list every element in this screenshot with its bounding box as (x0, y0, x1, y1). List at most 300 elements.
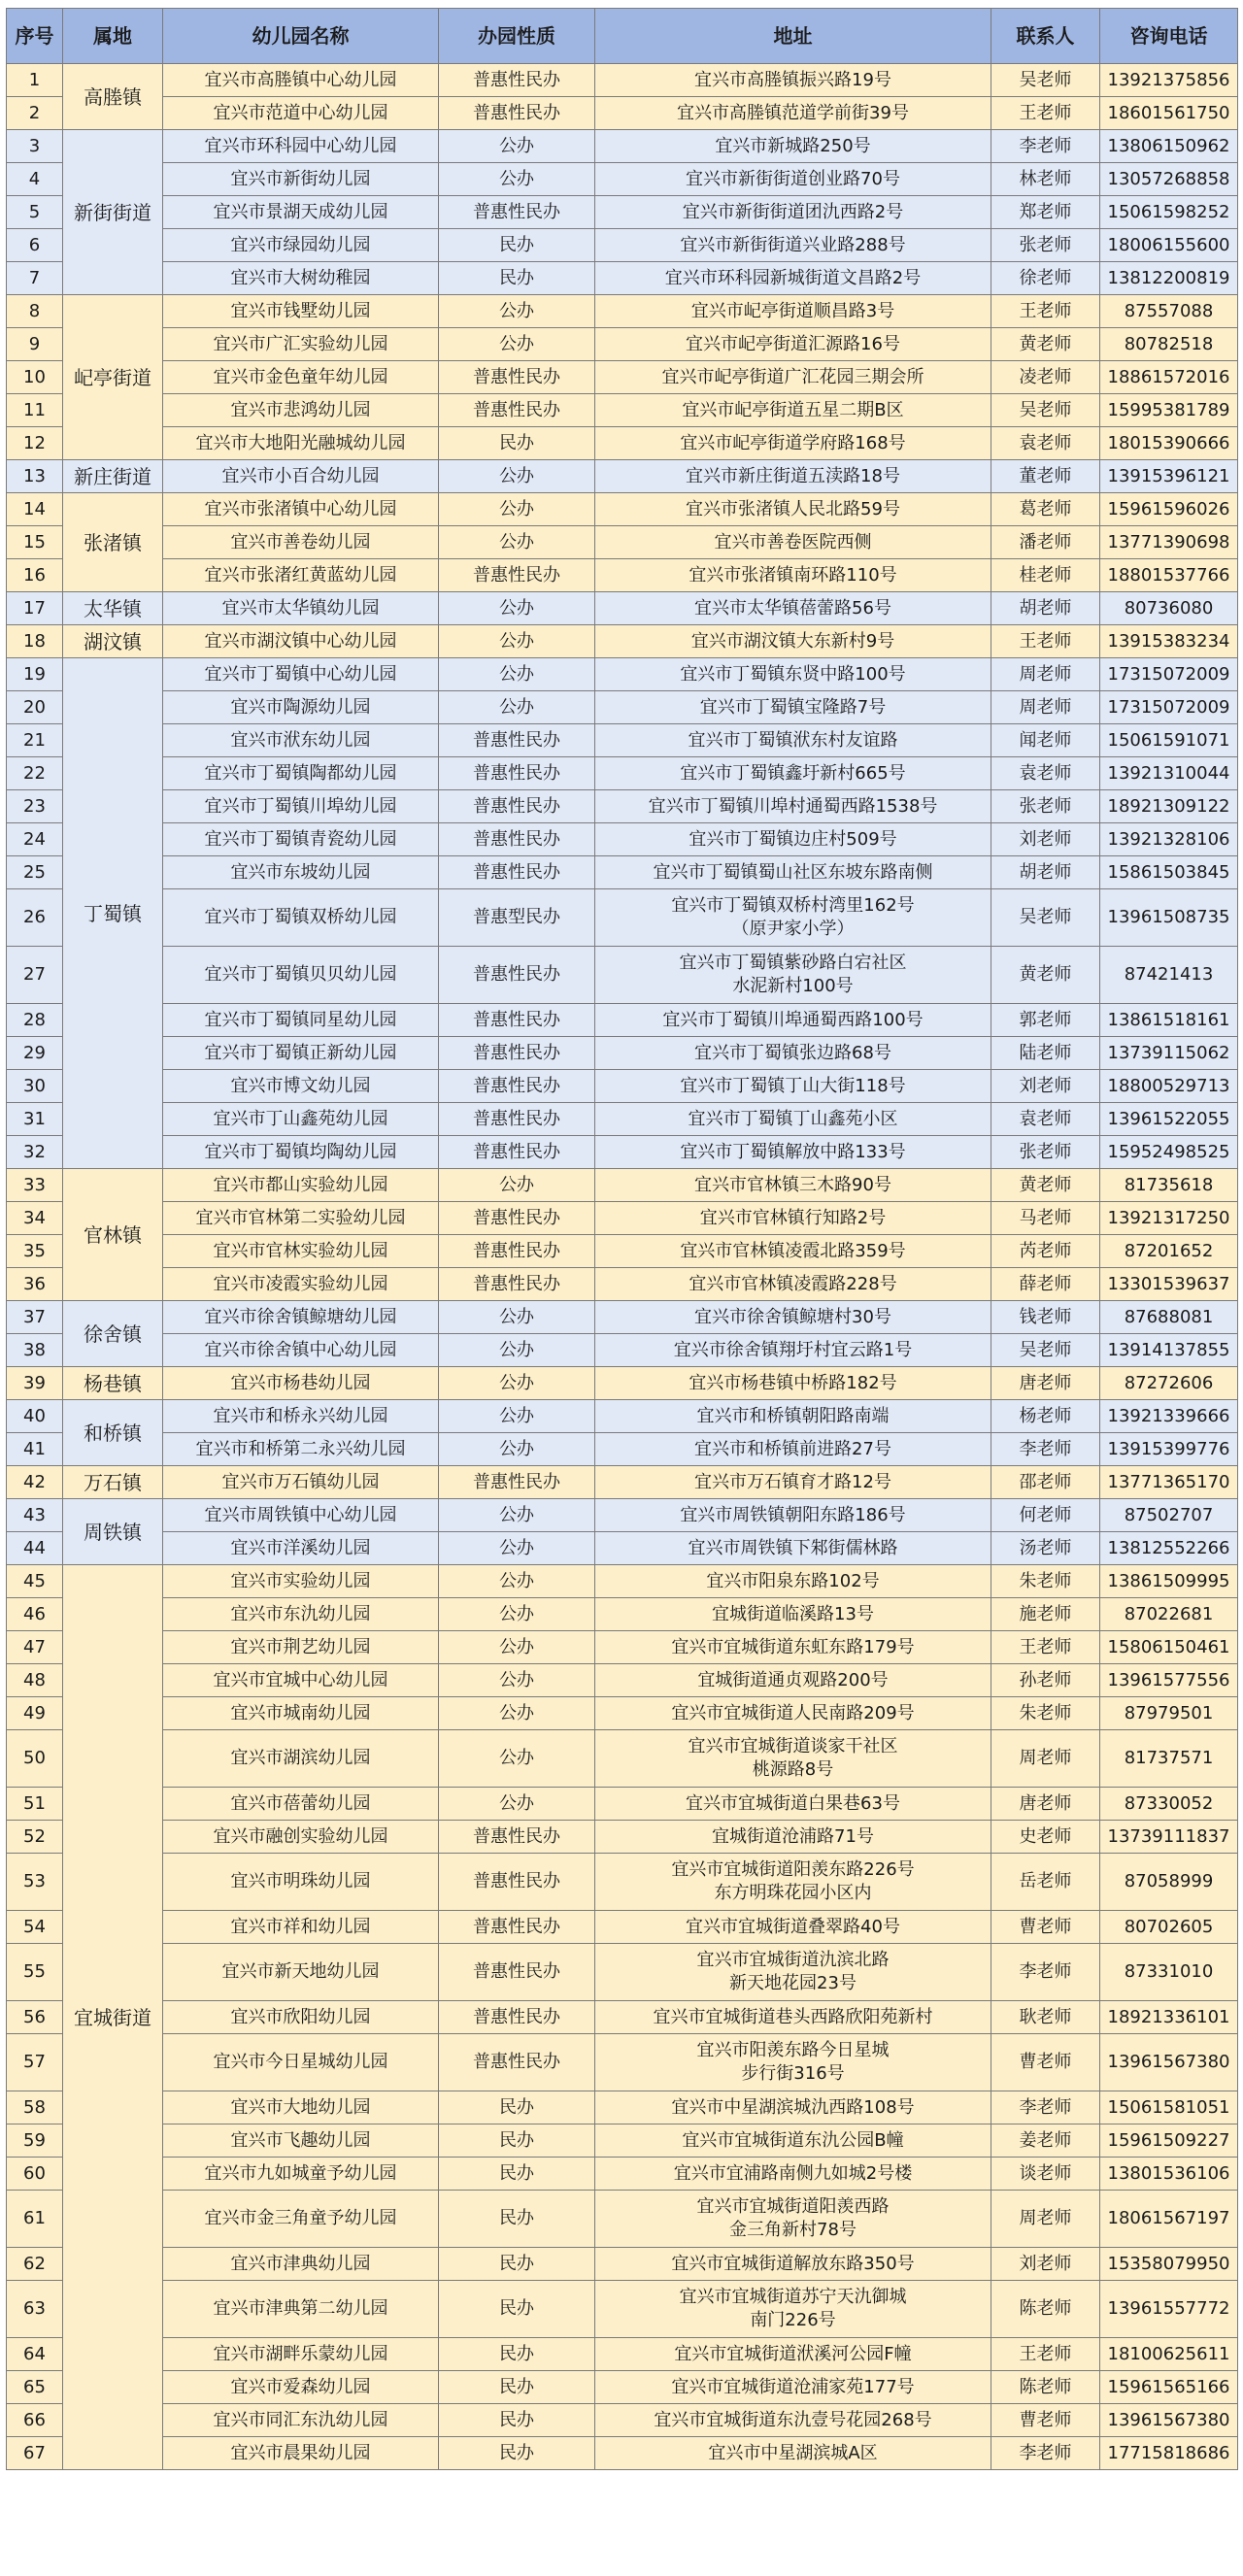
cell-contact: 董老师 (991, 460, 1100, 493)
table-row (7, 328, 1238, 361)
table-row (7, 2001, 1238, 2034)
cell-index: 22 (7, 757, 63, 790)
cell-address: 宜兴市丁蜀镇洑东村友谊路 (595, 724, 991, 757)
cell-type: 公办 (439, 460, 595, 493)
cell-name: 宜兴市新街幼儿园 (163, 163, 439, 196)
cell-type: 普惠性民办 (439, 1944, 595, 2001)
cell-contact: 陈老师 (991, 2371, 1100, 2404)
cell-index: 40 (7, 1400, 63, 1433)
cell-contact: 王老师 (991, 2338, 1100, 2371)
cell-name: 宜兴市同汇东氿幼儿园 (163, 2404, 439, 2437)
header-address: 地址 (595, 9, 991, 64)
cell-index: 17 (7, 592, 63, 625)
cell-index: 29 (7, 1037, 63, 1070)
cell-contact: 朱老师 (991, 1565, 1100, 1598)
cell-district: 高塍镇 (63, 64, 163, 130)
cell-type: 公办 (439, 1169, 595, 1202)
cell-index: 61 (7, 2191, 63, 2248)
cell-contact: 王老师 (991, 295, 1100, 328)
cell-contact: 汤老师 (991, 1532, 1100, 1565)
cell-phone: 18100625611 (1100, 2338, 1238, 2371)
cell-type: 公办 (439, 1697, 595, 1730)
cell-index: 21 (7, 724, 63, 757)
header-type: 办园性质 (439, 9, 595, 64)
cell-address: 宜兴市万石镇育才路12号 (595, 1466, 991, 1499)
cell-contact: 谈老师 (991, 2158, 1100, 2191)
cell-index: 37 (7, 1301, 63, 1334)
cell-index: 4 (7, 163, 63, 196)
cell-contact: 马老师 (991, 1202, 1100, 1235)
cell-index: 16 (7, 559, 63, 592)
cell-phone: 18861572016 (1100, 361, 1238, 394)
cell-index: 41 (7, 1433, 63, 1466)
cell-type: 普惠性民办 (439, 2034, 595, 2091)
cell-address: 宜兴市宜浦路南侧九如城2号楼 (595, 2158, 991, 2191)
cell-contact: 胡老师 (991, 592, 1100, 625)
cell-index: 45 (7, 1565, 63, 1598)
table-row (7, 2091, 1238, 2124)
table-row (7, 625, 1238, 658)
table-row (7, 2158, 1238, 2191)
table-row (7, 724, 1238, 757)
cell-contact: 李老师 (991, 2437, 1100, 2470)
cell-name: 宜兴市环科园中心幼儿园 (163, 130, 439, 163)
cell-type: 公办 (439, 130, 595, 163)
cell-name: 宜兴市丁蜀镇双桥幼儿园 (163, 889, 439, 947)
table-row (7, 856, 1238, 889)
cell-phone: 87688081 (1100, 1301, 1238, 1334)
table-row (7, 1911, 1238, 1944)
cell-type: 普惠性民办 (439, 1854, 595, 1911)
cell-contact: 吴老师 (991, 64, 1100, 97)
cell-name: 宜兴市善卷幼儿园 (163, 526, 439, 559)
cell-address: 宜兴市和桥镇朝阳路南端 (595, 1400, 991, 1433)
cell-address: 宜兴市宜城街道东虹东路179号 (595, 1631, 991, 1664)
cell-district: 张渚镇 (63, 493, 163, 592)
table-row (7, 947, 1238, 1004)
cell-index: 10 (7, 361, 63, 394)
cell-phone: 15806150461 (1100, 1631, 1238, 1664)
cell-address: 宜兴市新街街道团氿西路2号 (595, 196, 991, 229)
cell-index: 33 (7, 1169, 63, 1202)
cell-type: 普惠性民办 (439, 1268, 595, 1301)
table-row (7, 196, 1238, 229)
cell-type: 普惠性民办 (439, 1466, 595, 1499)
cell-type: 公办 (439, 1367, 595, 1400)
cell-contact: 周老师 (991, 2191, 1100, 2248)
cell-contact: 胡老师 (991, 856, 1100, 889)
cell-district: 杨巷镇 (63, 1367, 163, 1400)
cell-contact: 李老师 (991, 2091, 1100, 2124)
cell-address: 宜兴市杨巷镇中桥路182号 (595, 1367, 991, 1400)
cell-address: 宜兴市湖汶镇大东新村9号 (595, 625, 991, 658)
table-row (7, 1730, 1238, 1788)
cell-contact: 王老师 (991, 97, 1100, 130)
cell-type: 民办 (439, 2338, 595, 2371)
cell-type: 民办 (439, 229, 595, 262)
cell-name: 宜兴市宜城中心幼儿园 (163, 1664, 439, 1697)
cell-phone: 13961557772 (1100, 2281, 1238, 2338)
cell-name: 宜兴市东坡幼儿园 (163, 856, 439, 889)
cell-index: 49 (7, 1697, 63, 1730)
cell-type: 公办 (439, 1598, 595, 1631)
cell-name: 宜兴市丁蜀镇陶都幼儿园 (163, 757, 439, 790)
cell-index: 15 (7, 526, 63, 559)
cell-phone: 18921309122 (1100, 790, 1238, 823)
cell-phone: 87502707 (1100, 1499, 1238, 1532)
cell-contact: 刘老师 (991, 823, 1100, 856)
cell-index: 6 (7, 229, 63, 262)
cell-address: 宜兴市丁蜀镇解放中路133号 (595, 1136, 991, 1169)
cell-name: 宜兴市丁蜀镇均陶幼儿园 (163, 1136, 439, 1169)
table-row (7, 295, 1238, 328)
cell-type: 普惠性民办 (439, 790, 595, 823)
cell-contact: 吴老师 (991, 1334, 1100, 1367)
cell-address: 宜兴市丁蜀镇紫砂路白宕社区 水泥新村100号 (595, 947, 991, 1004)
cell-name: 宜兴市周铁镇中心幼儿园 (163, 1499, 439, 1532)
cell-index: 1 (7, 64, 63, 97)
cell-type: 普惠性民办 (439, 64, 595, 97)
cell-phone: 13861509995 (1100, 1565, 1238, 1598)
cell-type: 公办 (439, 625, 595, 658)
table-row (7, 658, 1238, 691)
cell-contact: 唐老师 (991, 1367, 1100, 1400)
cell-name: 宜兴市湖畔乐蒙幼儿园 (163, 2338, 439, 2371)
cell-index: 58 (7, 2091, 63, 2124)
cell-name: 宜兴市高塍镇中心幼儿园 (163, 64, 439, 97)
cell-index: 18 (7, 625, 63, 658)
cell-contact: 陆老师 (991, 1037, 1100, 1070)
cell-address: 宜兴市新街街道创业路70号 (595, 163, 991, 196)
cell-name: 宜兴市丁蜀镇中心幼儿园 (163, 658, 439, 691)
cell-district: 和桥镇 (63, 1400, 163, 1466)
cell-contact: 袁老师 (991, 1103, 1100, 1136)
cell-index: 47 (7, 1631, 63, 1664)
cell-address: 宜兴市中星湖滨城A区 (595, 2437, 991, 2470)
cell-address: 宜兴市宜城街道阳羡东路226号 东方明珠花园小区内 (595, 1854, 991, 1911)
cell-address: 宜兴市太华镇蓓蕾路56号 (595, 592, 991, 625)
cell-name: 宜兴市金三角童予幼儿园 (163, 2191, 439, 2248)
cell-contact: 邵老师 (991, 1466, 1100, 1499)
table-row (7, 1301, 1238, 1334)
cell-address: 宜兴市和桥镇前进路27号 (595, 1433, 991, 1466)
cell-type: 民办 (439, 427, 595, 460)
cell-type: 普惠性民办 (439, 2001, 595, 2034)
cell-address: 宜兴市屺亭街道顺昌路3号 (595, 295, 991, 328)
cell-contact: 曹老师 (991, 1911, 1100, 1944)
table-row (7, 1821, 1238, 1854)
cell-type: 公办 (439, 1631, 595, 1664)
cell-index: 14 (7, 493, 63, 526)
table-row (7, 592, 1238, 625)
cell-name: 宜兴市津典幼儿园 (163, 2248, 439, 2281)
table-row (7, 493, 1238, 526)
cell-index: 20 (7, 691, 63, 724)
cell-contact: 唐老师 (991, 1788, 1100, 1821)
cell-contact: 郭老师 (991, 1004, 1100, 1037)
table-row (7, 130, 1238, 163)
cell-type: 公办 (439, 1301, 595, 1334)
cell-phone: 87330052 (1100, 1788, 1238, 1821)
cell-index: 19 (7, 658, 63, 691)
cell-address: 宜兴市宜城街道白果巷63号 (595, 1788, 991, 1821)
cell-address: 宜兴市丁蜀镇宝隆路7号 (595, 691, 991, 724)
cell-phone: 15961565166 (1100, 2371, 1238, 2404)
cell-type: 普惠性民办 (439, 1911, 595, 1944)
cell-phone: 13915383234 (1100, 625, 1238, 658)
cell-name: 宜兴市丁山鑫苑幼儿园 (163, 1103, 439, 1136)
cell-contact: 姜老师 (991, 2124, 1100, 2158)
cell-index: 26 (7, 889, 63, 947)
cell-name: 宜兴市实验幼儿园 (163, 1565, 439, 1598)
cell-address: 宜兴市丁蜀镇川埠村通蜀西路1538号 (595, 790, 991, 823)
cell-type: 民办 (439, 2091, 595, 2124)
cell-district: 新街街道 (63, 130, 163, 295)
cell-type: 公办 (439, 1788, 595, 1821)
cell-address: 宜兴市丁蜀镇蜀山社区东坡东路南侧 (595, 856, 991, 889)
cell-name: 宜兴市大树幼稚园 (163, 262, 439, 295)
cell-phone: 13812200819 (1100, 262, 1238, 295)
cell-type: 普惠性民办 (439, 361, 595, 394)
cell-contact: 凌老师 (991, 361, 1100, 394)
cell-contact: 孙老师 (991, 1664, 1100, 1697)
cell-address: 宜兴市屺亭街道五星二期B区 (595, 394, 991, 427)
cell-contact: 黄老师 (991, 947, 1100, 1004)
cell-phone: 17715818686 (1100, 2437, 1238, 2470)
cell-index: 43 (7, 1499, 63, 1532)
cell-address: 宜兴市宜城街道巷头西路欣阳苑新村 (595, 2001, 991, 2034)
cell-phone: 18601561750 (1100, 97, 1238, 130)
cell-phone: 87557088 (1100, 295, 1238, 328)
cell-contact: 张老师 (991, 790, 1100, 823)
cell-phone: 13961522055 (1100, 1103, 1238, 1136)
cell-index: 12 (7, 427, 63, 460)
table-row (7, 1235, 1238, 1268)
cell-district: 万石镇 (63, 1466, 163, 1499)
cell-phone: 13921328106 (1100, 823, 1238, 856)
cell-phone: 13915396121 (1100, 460, 1238, 493)
cell-type: 公办 (439, 493, 595, 526)
table-row (7, 2034, 1238, 2091)
cell-type: 公办 (439, 163, 595, 196)
cell-name: 宜兴市丁蜀镇同星幼儿园 (163, 1004, 439, 1037)
cell-address: 宜兴市周铁镇下邾街儒林路 (595, 1532, 991, 1565)
cell-index: 62 (7, 2248, 63, 2281)
cell-address: 宜兴市官林镇凌霞路228号 (595, 1268, 991, 1301)
cell-name: 宜兴市新天地幼儿园 (163, 1944, 439, 2001)
table-row (7, 97, 1238, 130)
cell-contact: 何老师 (991, 1499, 1100, 1532)
cell-index: 9 (7, 328, 63, 361)
table-row (7, 790, 1238, 823)
cell-index: 44 (7, 1532, 63, 1565)
table-row (7, 1854, 1238, 1911)
table-row (7, 460, 1238, 493)
cell-name: 宜兴市晨果幼儿园 (163, 2437, 439, 2470)
cell-address: 宜兴市中星湖滨城氿西路108号 (595, 2091, 991, 2124)
table-row (7, 526, 1238, 559)
table-row (7, 2371, 1238, 2404)
cell-address: 宜兴市宜城街道沧浦家苑177号 (595, 2371, 991, 2404)
cell-address: 宜兴市环科园新城街道文昌路2号 (595, 262, 991, 295)
cell-contact: 钱老师 (991, 1301, 1100, 1334)
cell-address: 宜兴市阳羡东路今日星城 步行街316号 (595, 2034, 991, 2091)
cell-contact: 薛老师 (991, 1268, 1100, 1301)
cell-type: 公办 (439, 1565, 595, 1598)
header-row (7, 9, 1238, 64)
cell-contact: 杨老师 (991, 1400, 1100, 1433)
cell-type: 民办 (439, 262, 595, 295)
cell-index: 2 (7, 97, 63, 130)
cell-contact: 朱老师 (991, 1697, 1100, 1730)
cell-phone: 15061591071 (1100, 724, 1238, 757)
cell-name: 宜兴市博文幼儿园 (163, 1070, 439, 1103)
cell-contact: 黄老师 (991, 328, 1100, 361)
cell-index: 3 (7, 130, 63, 163)
cell-contact: 张老师 (991, 229, 1100, 262)
cell-type: 公办 (439, 1433, 595, 1466)
table-row (7, 1433, 1238, 1466)
cell-index: 23 (7, 790, 63, 823)
cell-name: 宜兴市今日星城幼儿园 (163, 2034, 439, 2091)
cell-phone: 18801537766 (1100, 559, 1238, 592)
cell-phone: 13961508735 (1100, 889, 1238, 947)
cell-phone: 13771390698 (1100, 526, 1238, 559)
cell-type: 公办 (439, 328, 595, 361)
table-row (7, 1598, 1238, 1631)
cell-name: 宜兴市蓓蕾幼儿园 (163, 1788, 439, 1821)
cell-phone: 18006155600 (1100, 229, 1238, 262)
cell-name: 宜兴市爱森幼儿园 (163, 2371, 439, 2404)
cell-name: 宜兴市绿园幼儿园 (163, 229, 439, 262)
kindergarten-table-container (6, 8, 1237, 2470)
cell-contact: 袁老师 (991, 427, 1100, 460)
cell-index: 25 (7, 856, 63, 889)
table-row (7, 1202, 1238, 1235)
cell-name: 宜兴市钱墅幼儿园 (163, 295, 439, 328)
cell-type: 公办 (439, 295, 595, 328)
cell-type: 公办 (439, 1334, 595, 1367)
cell-phone: 18800529713 (1100, 1070, 1238, 1103)
cell-name: 宜兴市广汇实验幼儿园 (163, 328, 439, 361)
cell-name: 宜兴市悲鸿幼儿园 (163, 394, 439, 427)
cell-phone: 13921310044 (1100, 757, 1238, 790)
cell-address: 宜兴市张渚镇人民北路59号 (595, 493, 991, 526)
cell-phone: 15952498525 (1100, 1136, 1238, 1169)
cell-phone: 13961567380 (1100, 2404, 1238, 2437)
cell-phone: 80782518 (1100, 328, 1238, 361)
table-row (7, 2191, 1238, 2248)
cell-address: 宜兴市宜城街道氿滨北路 新天地花园23号 (595, 1944, 991, 2001)
cell-name: 宜兴市丁蜀镇贝贝幼儿园 (163, 947, 439, 1004)
table-row (7, 64, 1238, 97)
cell-phone: 15861503845 (1100, 856, 1238, 889)
cell-phone: 13921375856 (1100, 64, 1238, 97)
cell-index: 52 (7, 1821, 63, 1854)
cell-index: 42 (7, 1466, 63, 1499)
cell-type: 普惠性民办 (439, 1070, 595, 1103)
cell-index: 50 (7, 1730, 63, 1788)
cell-index: 36 (7, 1268, 63, 1301)
cell-type: 普惠性民办 (439, 1004, 595, 1037)
cell-address: 宜兴市丁蜀镇丁山大街118号 (595, 1070, 991, 1103)
cell-name: 宜兴市凌霞实验幼儿园 (163, 1268, 439, 1301)
cell-address: 宜城街道沧浦路71号 (595, 1821, 991, 1854)
cell-index: 54 (7, 1911, 63, 1944)
cell-contact: 周老师 (991, 658, 1100, 691)
cell-index: 13 (7, 460, 63, 493)
cell-type: 公办 (439, 1730, 595, 1788)
cell-contact: 刘老师 (991, 1070, 1100, 1103)
cell-address: 宜兴市官林镇三木路90号 (595, 1169, 991, 1202)
cell-contact: 芮老师 (991, 1235, 1100, 1268)
table-row (7, 1268, 1238, 1301)
table-row (7, 1697, 1238, 1730)
cell-phone: 80736080 (1100, 592, 1238, 625)
cell-name: 宜兴市官林第二实验幼儿园 (163, 1202, 439, 1235)
cell-name: 宜兴市徐舍镇中心幼儿园 (163, 1334, 439, 1367)
cell-contact: 岳老师 (991, 1854, 1100, 1911)
cell-address: 宜兴市丁蜀镇东贤中路100号 (595, 658, 991, 691)
cell-index: 51 (7, 1788, 63, 1821)
table-row (7, 2281, 1238, 2338)
cell-type: 民办 (439, 2371, 595, 2404)
cell-name: 宜兴市欣阳幼儿园 (163, 2001, 439, 2034)
table-row (7, 1565, 1238, 1598)
cell-type: 普惠性民办 (439, 757, 595, 790)
table-row (7, 1400, 1238, 1433)
cell-contact: 李老师 (991, 1944, 1100, 2001)
cell-address: 宜城街道临溪路13号 (595, 1598, 991, 1631)
cell-name: 宜兴市融创实验幼儿园 (163, 1821, 439, 1854)
table-row (7, 2248, 1238, 2281)
table-row (7, 823, 1238, 856)
cell-name: 宜兴市丁蜀镇青瓷幼儿园 (163, 823, 439, 856)
cell-district: 屺亭街道 (63, 295, 163, 460)
cell-contact: 王老师 (991, 625, 1100, 658)
cell-type: 普惠性民办 (439, 1202, 595, 1235)
cell-index: 24 (7, 823, 63, 856)
cell-name: 宜兴市湖汶镇中心幼儿园 (163, 625, 439, 658)
cell-index: 35 (7, 1235, 63, 1268)
cell-type: 普惠性民办 (439, 1821, 595, 1854)
cell-type: 民办 (439, 2248, 595, 2281)
cell-address: 宜兴市宜城街道人民南路209号 (595, 1697, 991, 1730)
cell-name: 宜兴市景湖天成幼儿园 (163, 196, 439, 229)
cell-name: 宜兴市明珠幼儿园 (163, 1854, 439, 1911)
cell-contact: 史老师 (991, 1821, 1100, 1854)
cell-phone: 87331010 (1100, 1944, 1238, 2001)
cell-type: 民办 (439, 2158, 595, 2191)
cell-type: 民办 (439, 2191, 595, 2248)
cell-phone: 13771365170 (1100, 1466, 1238, 1499)
cell-phone: 13806150962 (1100, 130, 1238, 163)
table-row (7, 1532, 1238, 1565)
cell-name: 宜兴市大地幼儿园 (163, 2091, 439, 2124)
cell-type: 普惠性民办 (439, 1037, 595, 1070)
cell-contact: 曹老师 (991, 2034, 1100, 2091)
cell-phone: 13921317250 (1100, 1202, 1238, 1235)
table-row (7, 2437, 1238, 2470)
cell-address: 宜兴市宜城街道苏宁天氿御城 南门226号 (595, 2281, 991, 2338)
cell-name: 宜兴市湖滨幼儿园 (163, 1730, 439, 1788)
cell-name: 宜兴市九如城童予幼儿园 (163, 2158, 439, 2191)
header-name: 幼儿园名称 (163, 9, 439, 64)
table-row (7, 1070, 1238, 1103)
table-row (7, 427, 1238, 460)
cell-name: 宜兴市洑东幼儿园 (163, 724, 439, 757)
cell-contact: 李老师 (991, 1433, 1100, 1466)
